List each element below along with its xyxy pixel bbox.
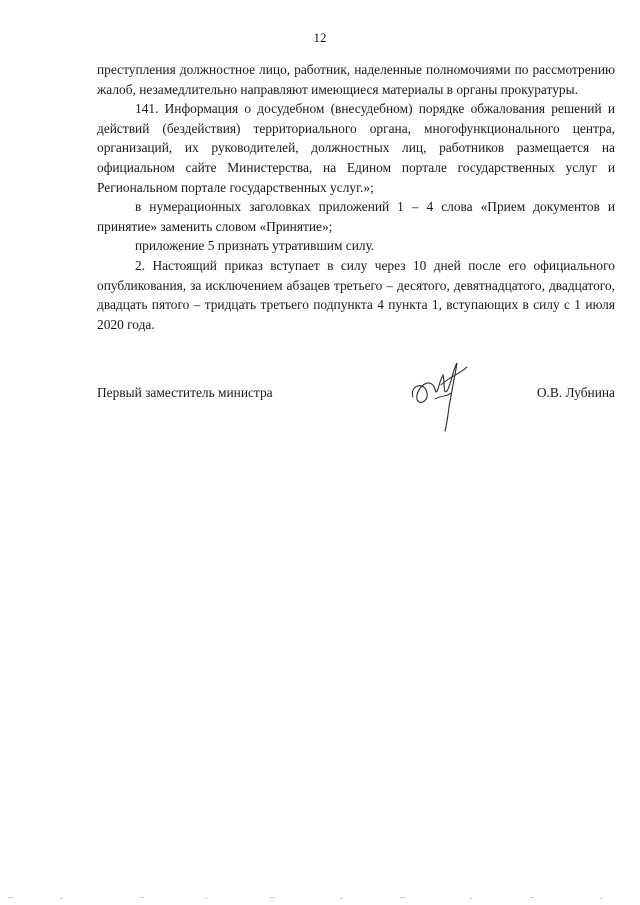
document-body [97,60,615,334]
signatory-name: О.В. Лубнина [536,385,615,400]
paragraph-appendix-5: приложение 5 признать утратившим силу. [135,238,375,254]
signatory-title: Первый заместитель министра [97,385,273,400]
paragraph-141: 141. Информация о досудебном (внесудебном) порядке обжалования решений и действий (бездействия) территориального органа, многофункционального центра, организаций, их руководителей, должностных лиц, работников размещается на официальном сайте Министерства, на Едином портале государственных услуг и Региональном портале государственных услуг.»; [97,101,615,195]
paragraph-effective-date: 2. Настоящий приказ вступает в силу через 10 дней после его официального опубликования, за исключением абзацев третьего – десятого, девятнадцатого, двадцатого, двадцать пятого – тридцать третьего подпункта 4 пункта 1, вступающих в силу с 1 июля 2020 года. [97,257,615,332]
handwritten-signature [405,355,475,435]
signature-block [97,355,615,435]
page-number: 12 [313,30,327,45]
scan-edge-artifact [0,895,640,901]
paragraph-appendix-headings: в нумерационных заголовках приложений 1 – 4 слова «Прием документов и принятие» заменить словом «Принятие»; [97,199,615,234]
paragraph-continuation: преступления должностное лицо, работник, наделенные полномочиями по рассмотрению жалоб, незамедлительно направляют имеющиеся материалы в органы прокуратуры. [97,62,615,97]
